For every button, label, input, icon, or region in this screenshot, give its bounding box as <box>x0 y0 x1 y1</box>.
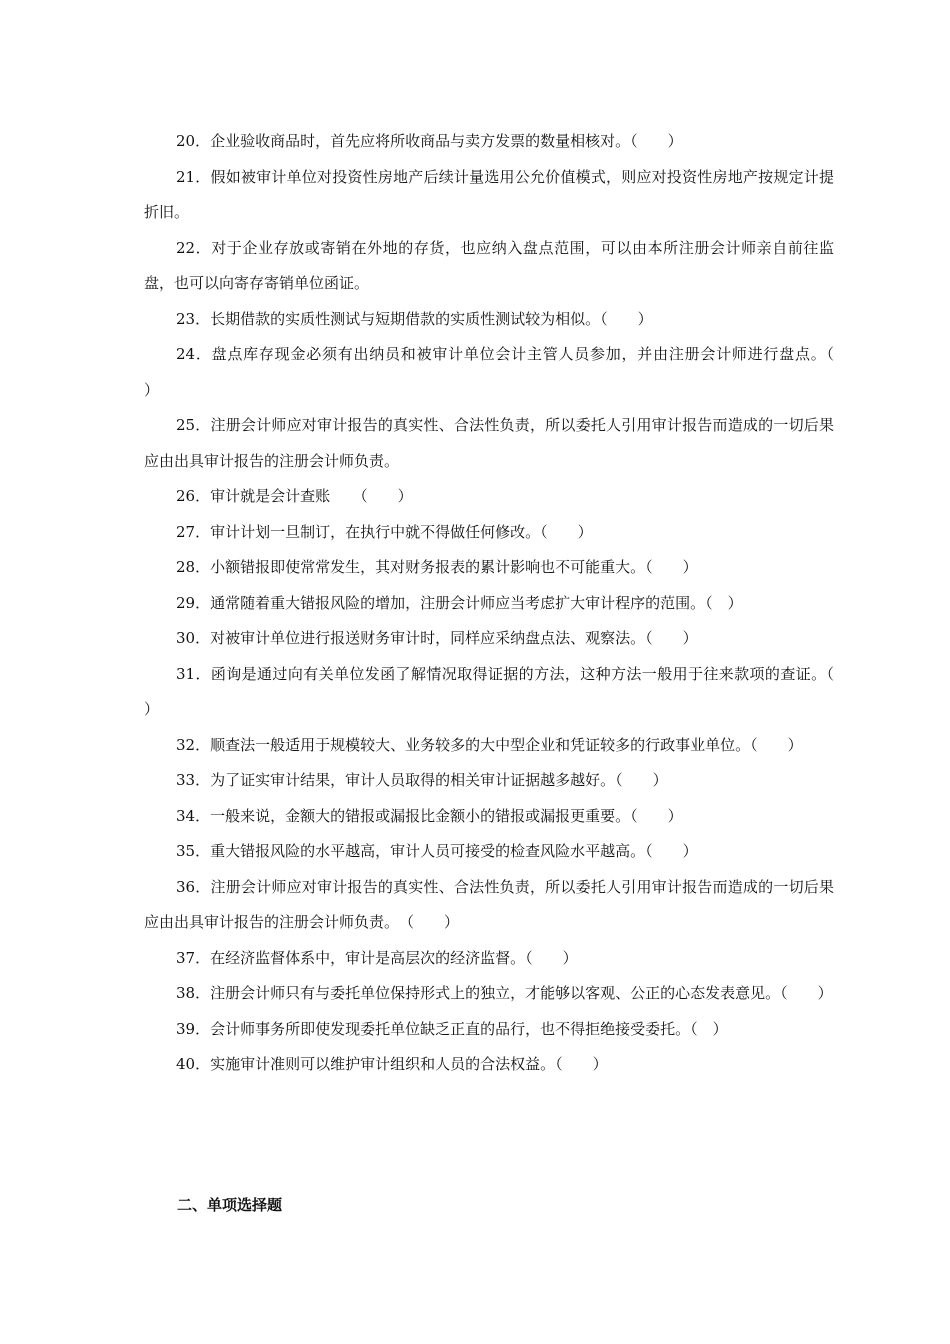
question-25: 25．注册会计师应对审计报告的真实性、合法性负责，所以委托人引用审计报告而造成的一切后果应由出具审计报告的注册会计师负责。 <box>144 416 834 470</box>
question-27: 27．审计计划一旦制订，在执行中就不得做任何修改。（ ） <box>176 522 593 541</box>
true-false-question-list <box>144 124 865 1083</box>
question-37: 37．在经济监督体系中，审计是高层次的经济监督。（ ） <box>176 948 578 967</box>
question-35: 35．重大错报风险的水平越高，审计人员可接受的检查风险水平越高。（ ） <box>176 842 698 860</box>
question-40: 40．实施审计准则可以维护审计组织和人员的合法权益。（ ） <box>176 1055 608 1073</box>
question-39: 39．会计师事务所即使发现委托单位缺乏正直的品行，也不得拒绝接受委托。（ ） <box>176 1019 728 1038</box>
question-24: 24．盘点库存现金必须有出纳员和被审计单位会计主管人员参加，并由注册会计师进行盘点。（ ） <box>144 345 865 399</box>
question-34: 34．一般来说，金额大的错报或漏报比金额小的错报或漏报更重要。（ ） <box>176 806 683 825</box>
question-36: 36．注册会计师应对审计报告的真实性、合法性负责，所以委托人引用审计报告而造成的一切后果应由出具审计报告的注册会计师负责。 （ ） <box>144 877 834 931</box>
question-26: 26．审计就是会计查账 （ ） <box>176 487 413 505</box>
question-22: 22．对于企业存放或寄销在外地的存货，也应纳入盘点范围，可以由本所注册会计师亲自前往监盘，也可以向寄存寄销单位函证。 <box>144 238 834 292</box>
question-31: 31．函询是通过向有关单位发函了解情况取得证据的方法，这种方法一般用于往来款项的查证。（ ） <box>144 664 865 718</box>
question-38: 38．注册会计师只有与委托单位保持形式上的独立，才能够以客观、公正的心态发表意见。（ ） <box>176 984 833 1002</box>
question-23: 23．长期借款的实质性测试与短期借款的实质性测试较为相似。（ ） <box>176 309 653 328</box>
question-32: 32．顺查法一般适用于规模较大、业务较多的大中型企业和凭证较多的行政事业单位。（ ） <box>176 735 803 754</box>
question-30: 30．对被审计单位进行报送财务审计时，同样应采纳盘点法、观察法。（ ） <box>176 629 698 647</box>
question-29: 29．通常随着重大错报风险的增加，注册会计师应当考虑扩大审计程序的范围。（ ） <box>176 593 743 612</box>
question-28: 28．小额错报即使常常发生，其对财务报表的累计影响也不可能重大。（ ） <box>176 558 698 576</box>
question-33: 33．为了证实审计结果，审计人员取得的相关审计证据越多越好。（ ） <box>176 771 668 789</box>
section-heading: 二、单项选择题 <box>177 1196 283 1214</box>
question-21: 21．假如被审计单位对投资性房地产后续计量选用公允价值模式，则应对投资性房地产按规定计提折旧。 <box>144 167 834 221</box>
question-20: 20．企业验收商品时，首先应将所收商品与卖方发票的数量相核对。（ ） <box>176 132 683 150</box>
